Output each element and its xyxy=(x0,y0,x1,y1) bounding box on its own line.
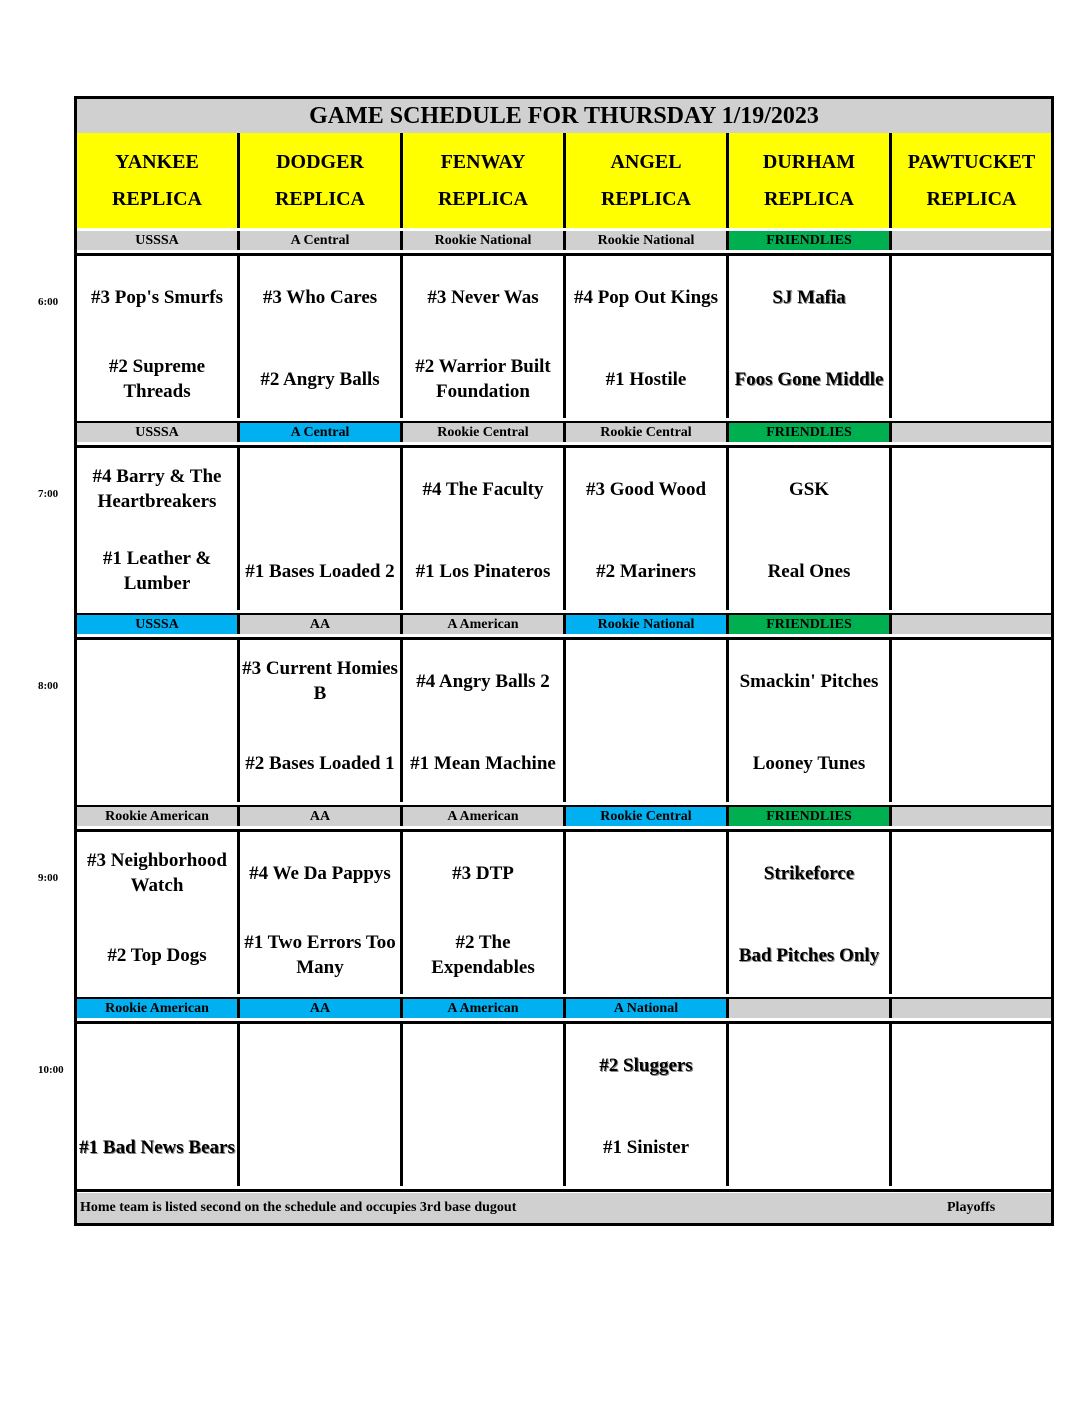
away-team: #3 Never Was xyxy=(427,286,539,308)
venue-name: PAWTUCKET xyxy=(907,150,1036,173)
game-cell xyxy=(729,1024,892,1186)
home-team: #2 Angry Balls xyxy=(260,368,380,390)
game-row xyxy=(77,448,1051,616)
time-label: 8:00 xyxy=(38,680,59,692)
venue-name: DODGER xyxy=(276,150,364,173)
game-cell xyxy=(240,1024,403,1186)
away-team xyxy=(240,1032,400,1098)
division-row xyxy=(77,231,1051,256)
away-team xyxy=(892,1032,1051,1098)
home-team xyxy=(729,1114,889,1180)
home-team: #1 Leather & Lumber xyxy=(102,548,212,594)
game-cell xyxy=(566,832,729,994)
home-team: Looney Tunes xyxy=(752,752,866,774)
time-label: 7:00 xyxy=(38,488,59,500)
division-row xyxy=(77,423,1051,448)
away-team xyxy=(729,1032,889,1098)
division-label: FRIENDLIES xyxy=(729,423,892,442)
division-label: AA xyxy=(240,999,403,1018)
game-row xyxy=(77,832,1051,1000)
schedule-title-bar xyxy=(77,99,1051,136)
venue-name: FENWAY xyxy=(440,150,526,173)
division-label: AA xyxy=(240,807,403,826)
division-label: A National xyxy=(566,999,729,1018)
venue-header-row xyxy=(77,133,1051,234)
away-team: #3 Who Cares xyxy=(262,286,378,308)
game-cell xyxy=(403,448,566,610)
division-label xyxy=(729,999,892,1018)
home-team: Real Ones xyxy=(767,560,851,582)
division-label: Rookie Central xyxy=(403,423,566,442)
division-label: USSSA xyxy=(77,231,240,250)
home-team: #2 Supreme Threads xyxy=(108,356,206,402)
game-cell xyxy=(566,256,729,418)
division-label: A American xyxy=(403,999,566,1018)
time-label: 10:00 xyxy=(38,1064,64,1076)
away-team xyxy=(892,840,1051,906)
away-team: Smackin' Pitches xyxy=(739,670,879,692)
division-label: FRIENDLIES xyxy=(729,231,892,250)
home-team xyxy=(566,730,726,796)
venue-subtitle: REPLICA xyxy=(600,187,691,210)
venue-subtitle: REPLICA xyxy=(274,187,365,210)
division-label: FRIENDLIES xyxy=(729,807,892,826)
venue-subtitle: REPLICA xyxy=(926,187,1017,210)
game-cell xyxy=(566,1024,729,1186)
home-team xyxy=(892,538,1051,604)
away-team xyxy=(403,1032,563,1098)
game-cell xyxy=(77,1024,240,1186)
game-row xyxy=(77,640,1051,808)
away-team: #4 The Faculty xyxy=(422,478,544,500)
home-team: #1 Sinister xyxy=(602,1136,690,1158)
game-cell xyxy=(403,640,566,802)
schedule-sheet xyxy=(74,96,1054,1226)
division-label xyxy=(892,807,1051,826)
venue-subtitle: REPLICA xyxy=(763,187,854,210)
game-cell xyxy=(240,640,403,802)
away-team: #3 Pop's Smurfs xyxy=(91,286,223,308)
home-team: Foos Gone Middle xyxy=(734,368,884,390)
away-team: GSK xyxy=(788,478,830,500)
venue-header xyxy=(892,133,1051,228)
time-label: 9:00 xyxy=(38,872,59,884)
away-team xyxy=(566,648,726,714)
division-row xyxy=(77,807,1051,832)
game-cell xyxy=(892,640,1051,802)
division-label: USSSA xyxy=(77,615,240,634)
game-cell xyxy=(892,832,1051,994)
away-team: #3 Current Homies B xyxy=(242,658,398,704)
venue-name: DURHAM xyxy=(762,150,856,173)
away-team: #2 Sluggers xyxy=(599,1054,693,1076)
game-cell xyxy=(566,640,729,802)
home-team xyxy=(892,922,1051,988)
away-team xyxy=(566,840,726,906)
away-team: SJ Mafia xyxy=(772,286,846,308)
game-cell xyxy=(240,832,403,994)
game-cell xyxy=(77,640,240,802)
division-label: Rookie National xyxy=(403,231,566,250)
division-label xyxy=(892,231,1051,250)
division-label: FRIENDLIES xyxy=(729,615,892,634)
away-team xyxy=(892,648,1051,714)
division-label: Rookie American xyxy=(77,999,240,1018)
home-team: #1 Los Pinateros xyxy=(415,560,551,582)
game-cell xyxy=(403,832,566,994)
venue-name: ANGEL xyxy=(610,150,682,173)
home-team: #2 Warrior Built Foundation xyxy=(415,356,551,402)
home-team: #2 Mariners xyxy=(596,560,696,582)
away-team xyxy=(77,1032,237,1098)
game-cell xyxy=(77,256,240,418)
schedule-title: GAME SCHEDULE FOR THURSDAY 1/19/2023 xyxy=(309,102,819,129)
game-cell xyxy=(729,832,892,994)
game-cell xyxy=(403,1024,566,1186)
venue-header xyxy=(77,133,240,228)
game-cell xyxy=(892,256,1051,418)
division-label: Rookie National xyxy=(566,615,729,634)
time-label: 6:00 xyxy=(38,296,59,308)
home-team: #1 Bad News Bears xyxy=(79,1136,235,1158)
home-team: #1 Mean Machine xyxy=(410,752,556,774)
away-team: #4 We Da Pappys xyxy=(249,862,391,884)
game-cell xyxy=(77,832,240,994)
division-label: AA xyxy=(240,615,403,634)
game-cell xyxy=(729,448,892,610)
division-label xyxy=(892,999,1051,1018)
game-cell xyxy=(892,1024,1051,1186)
division-label xyxy=(892,423,1051,442)
away-team: #4 Pop Out Kings xyxy=(573,286,719,308)
division-label: A American xyxy=(403,615,566,634)
game-cell xyxy=(77,448,240,610)
venue-name: YANKEE xyxy=(115,150,199,173)
division-label xyxy=(892,615,1051,634)
division-row xyxy=(77,615,1051,640)
home-team: #1 Hostile xyxy=(605,368,687,390)
away-team: #3 Good Wood xyxy=(585,478,707,500)
away-team: #3 DTP xyxy=(452,862,514,884)
game-cell xyxy=(729,640,892,802)
away-team xyxy=(77,648,237,714)
home-team: Bad Pitches Only xyxy=(738,944,880,966)
division-label: A Central xyxy=(240,423,403,442)
away-team xyxy=(240,456,400,522)
away-team: #4 Angry Balls 2 xyxy=(416,670,550,692)
division-label: Rookie American xyxy=(77,807,240,826)
venue-header xyxy=(729,133,892,228)
home-team xyxy=(240,1114,400,1180)
game-cell xyxy=(240,448,403,610)
home-team xyxy=(403,1114,563,1180)
footer-playoffs: Playoffs xyxy=(947,1200,996,1215)
division-label: Rookie Central xyxy=(566,423,729,442)
footer-bar xyxy=(77,1193,1051,1223)
footer-note: Home team is listed second on the schedule and occupies 3rd base dugout xyxy=(80,1200,517,1215)
venue-subtitle: REPLICA xyxy=(437,187,528,210)
away-team xyxy=(892,264,1051,330)
game-cell xyxy=(892,448,1051,610)
home-team: #2 Bases Loaded 1 xyxy=(245,752,395,774)
home-team xyxy=(566,922,726,988)
division-label: Rookie National xyxy=(566,231,729,250)
game-cell xyxy=(240,256,403,418)
venue-subtitle: REPLICA xyxy=(111,187,202,210)
home-team xyxy=(892,730,1051,796)
away-team xyxy=(892,456,1051,522)
venue-header xyxy=(240,133,403,228)
home-team: #2 The Expendables xyxy=(431,932,535,978)
venue-header xyxy=(566,133,729,228)
home-team xyxy=(77,730,237,796)
home-team: #1 Two Errors Too Many xyxy=(244,932,396,978)
division-label: A American xyxy=(403,807,566,826)
home-team xyxy=(892,346,1051,412)
game-row xyxy=(77,1024,1051,1192)
home-team xyxy=(892,1114,1051,1180)
away-team: #3 Neighborhood Watch xyxy=(87,850,227,896)
away-team: #4 Barry & The Heartbreakers xyxy=(92,466,222,512)
venue-header xyxy=(403,133,566,228)
game-cell xyxy=(729,256,892,418)
game-cell xyxy=(403,256,566,418)
game-row xyxy=(77,256,1051,424)
division-label: Rookie Central xyxy=(566,807,729,826)
division-label: USSSA xyxy=(77,423,240,442)
home-team: #2 Top Dogs xyxy=(107,944,207,966)
division-label: A Central xyxy=(240,231,403,250)
division-row xyxy=(77,999,1051,1024)
home-team: #1 Bases Loaded 2 xyxy=(245,560,395,582)
away-team: Strikeforce xyxy=(763,862,855,884)
game-cell xyxy=(566,448,729,610)
